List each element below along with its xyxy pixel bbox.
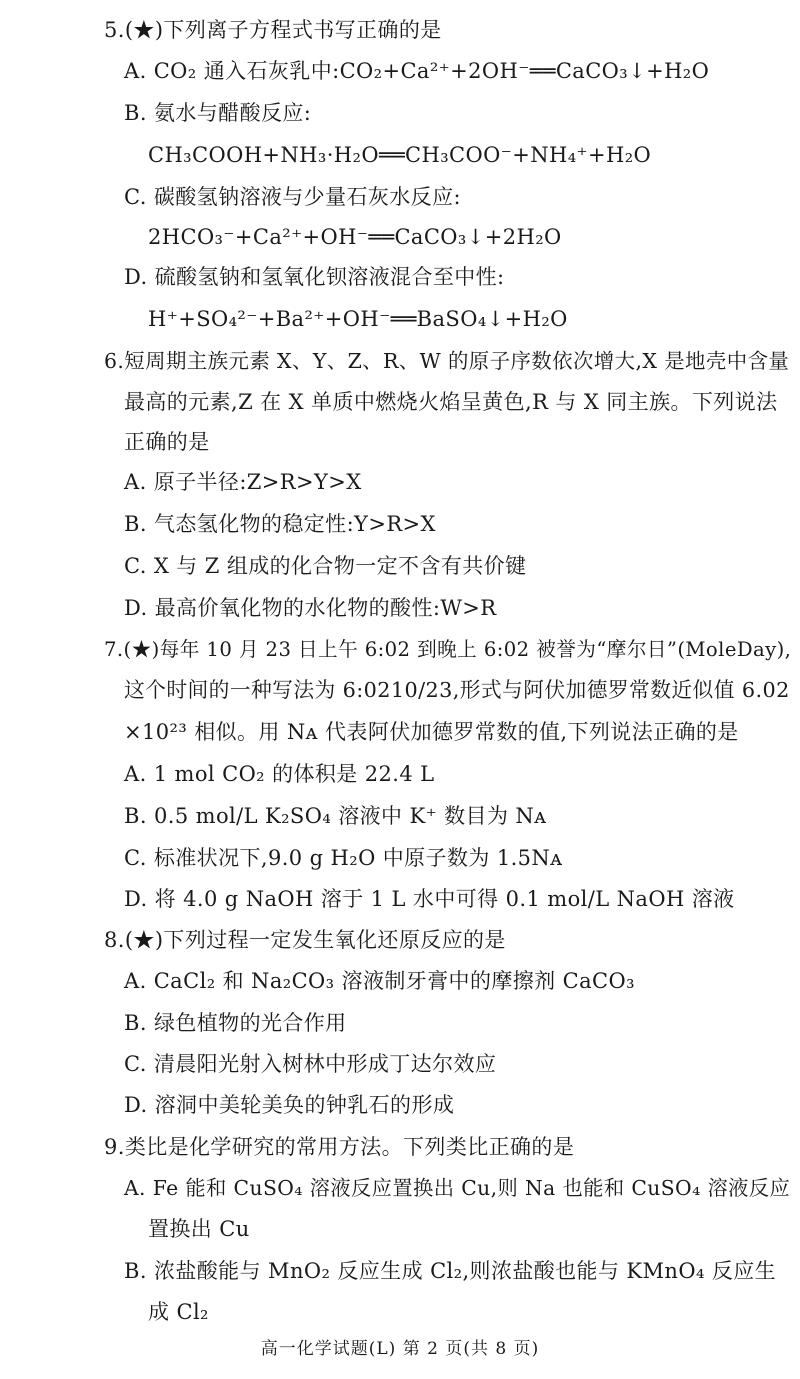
- question-8-option-a: A. CaCl₂ 和 Na₂CO₃ 溶液制牙膏中的摩擦剂 CaCO₃: [124, 969, 635, 993]
- page-footer: 高一化学试题(L) 第 2 页(共 8 页): [260, 1339, 540, 1359]
- question-5-option-a: A. CO₂ 通入石灰乳中:CO₂+Ca²⁺+2OH⁻══CaCO₃↓+H₂O: [124, 59, 710, 83]
- question-8-option-b: B. 绿色植物的光合作用: [124, 1011, 347, 1035]
- question-7-option-b: B. 0.5 mol/L K₂SO₄ 溶液中 K⁺ 数目为 Nᴀ: [124, 804, 547, 828]
- question-9-option-b-line-2: 成 Cl₂: [148, 1300, 209, 1324]
- question-6-stem-line-3: 正确的是: [124, 430, 210, 454]
- question-5-option-c: C. 碳酸氢钠溶液与少量石灰水反应:: [124, 185, 461, 209]
- question-9-option-a-line-2: 置换出 Cu: [148, 1217, 250, 1241]
- question-9-stem: 9.类比是化学研究的常用方法。下列类比正确的是: [104, 1135, 575, 1159]
- question-5-option-d: D. 硫酸氢钠和氢氧化钡溶液混合至中性:: [124, 265, 505, 289]
- question-6-stem-line-1: 6.短周期主族元素 X、Y、Z、R、W 的原子序数依次增大,X 是地壳中含量: [104, 349, 790, 373]
- question-5-option-d-equation: H⁺+SO₄²⁻+Ba²⁺+OH⁻══BaSO₄↓+H₂O: [148, 307, 568, 331]
- question-9-option-b-line-1: B. 浓盐酸能与 MnO₂ 反应生成 Cl₂,则浓盐酸也能与 KMnO₄ 反应生: [124, 1259, 777, 1283]
- question-7-option-a: A. 1 mol CO₂ 的体积是 22.4 L: [124, 762, 435, 786]
- question-6-stem-line-2: 最高的元素,Z 在 X 单质中燃烧火焰呈黄色,R 与 X 同主族。下列说法: [124, 390, 778, 414]
- question-8-option-d: D. 溶洞中美轮美奂的钟乳石的形成: [124, 1093, 455, 1117]
- question-8-option-c: C. 清晨阳光射入树林中形成丁达尔效应: [124, 1052, 497, 1076]
- question-5-option-c-equation: 2HCO₃⁻+Ca²⁺+OH⁻══CaCO₃↓+2H₂O: [148, 225, 562, 249]
- question-7-stem-line-2: 这个时间的一种写法为 6:0210/23,形式与阿伏加德罗常数近似值 6.02: [124, 678, 790, 702]
- question-7-stem-line-3: ×10²³ 相似。用 Nᴀ 代表阿伏加德罗常数的值,下列说法正确的是: [124, 720, 739, 744]
- question-9-option-a-line-1: A. Fe 能和 CuSO₄ 溶液反应置换出 Cu,则 Na 也能和 CuSO₄ 溶液反应: [124, 1176, 791, 1200]
- question-7-stem-line-1: 7.(★)每年 10 月 23 日上午 6:02 到晚上 6:02 被誉为“摩尔日”(MoleDay),: [104, 638, 792, 661]
- question-7-option-d: D. 将 4.0 g NaOH 溶于 1 L 水中可得 0.1 mol/L NaOH 溶液: [124, 887, 735, 911]
- question-7-option-c: C. 标准状况下,9.0 g H₂O 中原子数为 1.5Nᴀ: [124, 846, 563, 870]
- question-5-option-b-equation: CH₃COOH+NH₃·H₂O══CH₃COO⁻+NH₄⁺+H₂O: [148, 143, 652, 167]
- question-6-option-c: C. X 与 Z 组成的化合物一定不含有共价键: [124, 554, 527, 578]
- question-8-stem: 8.(★)下列过程一定发生氧化还原反应的是: [104, 928, 506, 952]
- question-6-option-d: D. 最高价氧化物的水化物的酸性:W>R: [124, 596, 497, 620]
- question-5-option-b: B. 氨水与醋酸反应:: [124, 101, 312, 125]
- question-5-stem: 5.(★)下列离子方程式书写正确的是: [104, 18, 442, 42]
- question-6-option-a: A. 原子半径:Z>R>Y>X: [124, 470, 362, 494]
- question-6-option-b: B. 气态氢化物的稳定性:Y>R>X: [124, 512, 436, 536]
